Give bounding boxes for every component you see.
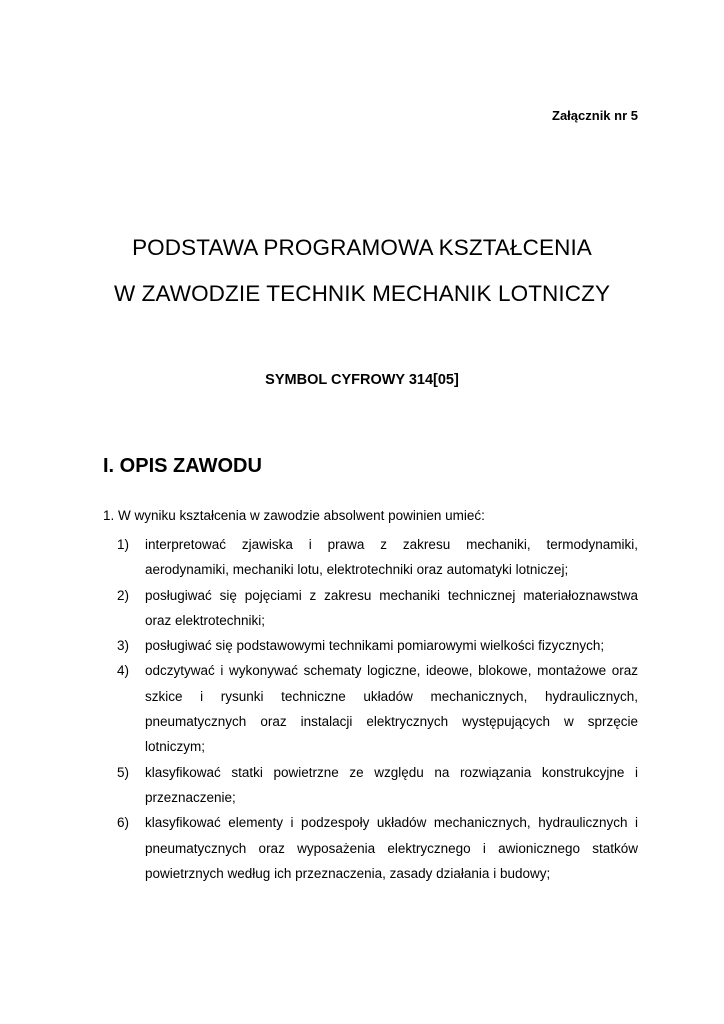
list-item bbox=[103, 658, 638, 759]
annex-label: Załącznik nr 5 bbox=[552, 108, 638, 123]
list-item-text: posługiwać się pojęciami z zakresu mechaniki technicznej materiałoznawstwa oraz elektrotechniki; bbox=[145, 587, 638, 628]
list-item-number: 4) bbox=[117, 663, 130, 679]
list-item-number: 1) bbox=[117, 537, 130, 552]
list-item bbox=[103, 633, 638, 658]
list-item bbox=[103, 583, 638, 634]
list-item-number: 3) bbox=[117, 638, 130, 654]
list-item bbox=[103, 810, 638, 886]
list-item bbox=[103, 760, 638, 811]
list-item-number: 5) bbox=[117, 764, 130, 780]
symbol-code: SYMBOL CYFROWY 314[05] bbox=[265, 372, 459, 388]
list-item-text: klasyfikować statki powietrzne ze względu na rozwiązania konstrukcyjne i przeznaczenie; bbox=[145, 764, 638, 805]
list-item-number: 2) bbox=[117, 587, 130, 603]
list-item-number: 6) bbox=[117, 815, 130, 831]
section-heading: I. OPIS ZAWODU bbox=[103, 455, 262, 477]
list-item-text: posługiwać się podstawowymi technikami pomiarowymi wielkości fizycznych; bbox=[145, 638, 605, 654]
list-item-text: klasyfikować elementy i podzespoły układów mechanicznych, hydraulicznych i pneumatycznych oraz wyposażenia elektrycznego i awionicznego statków powietrznych według ich przeznaczenia, zasady działania i budowy; bbox=[145, 815, 638, 881]
list-item bbox=[103, 532, 638, 583]
title-line-1: PODSTAWA PROGRAMOWA KSZTAŁCENIA bbox=[132, 235, 592, 260]
skills-list bbox=[103, 532, 638, 886]
list-item-text: interpretować zjawiska i prawa z zakresu mechaniki, termodynamiki, aerodynamiki, mechaniki lotu, elektrotechniki oraz automatyki lotniczej; bbox=[145, 537, 638, 578]
list-item-text: odczytywać i wykonywać schematy logiczne, ideowe, blokowe, montażowe oraz szkice i rysunki techniczne układów mechanicznych, hydraulicznych, pneumatycznych oraz instalacji elektrycznych występujących w sprzęcie lotniczym; bbox=[145, 663, 638, 755]
title-line-2: W ZAWODZIE TECHNIK MECHANIK LOTNICZY bbox=[113, 281, 611, 306]
intro-paragraph: 1. W wyniku kształcenia w zawodzie absolwent powinien umieć: bbox=[103, 508, 485, 523]
